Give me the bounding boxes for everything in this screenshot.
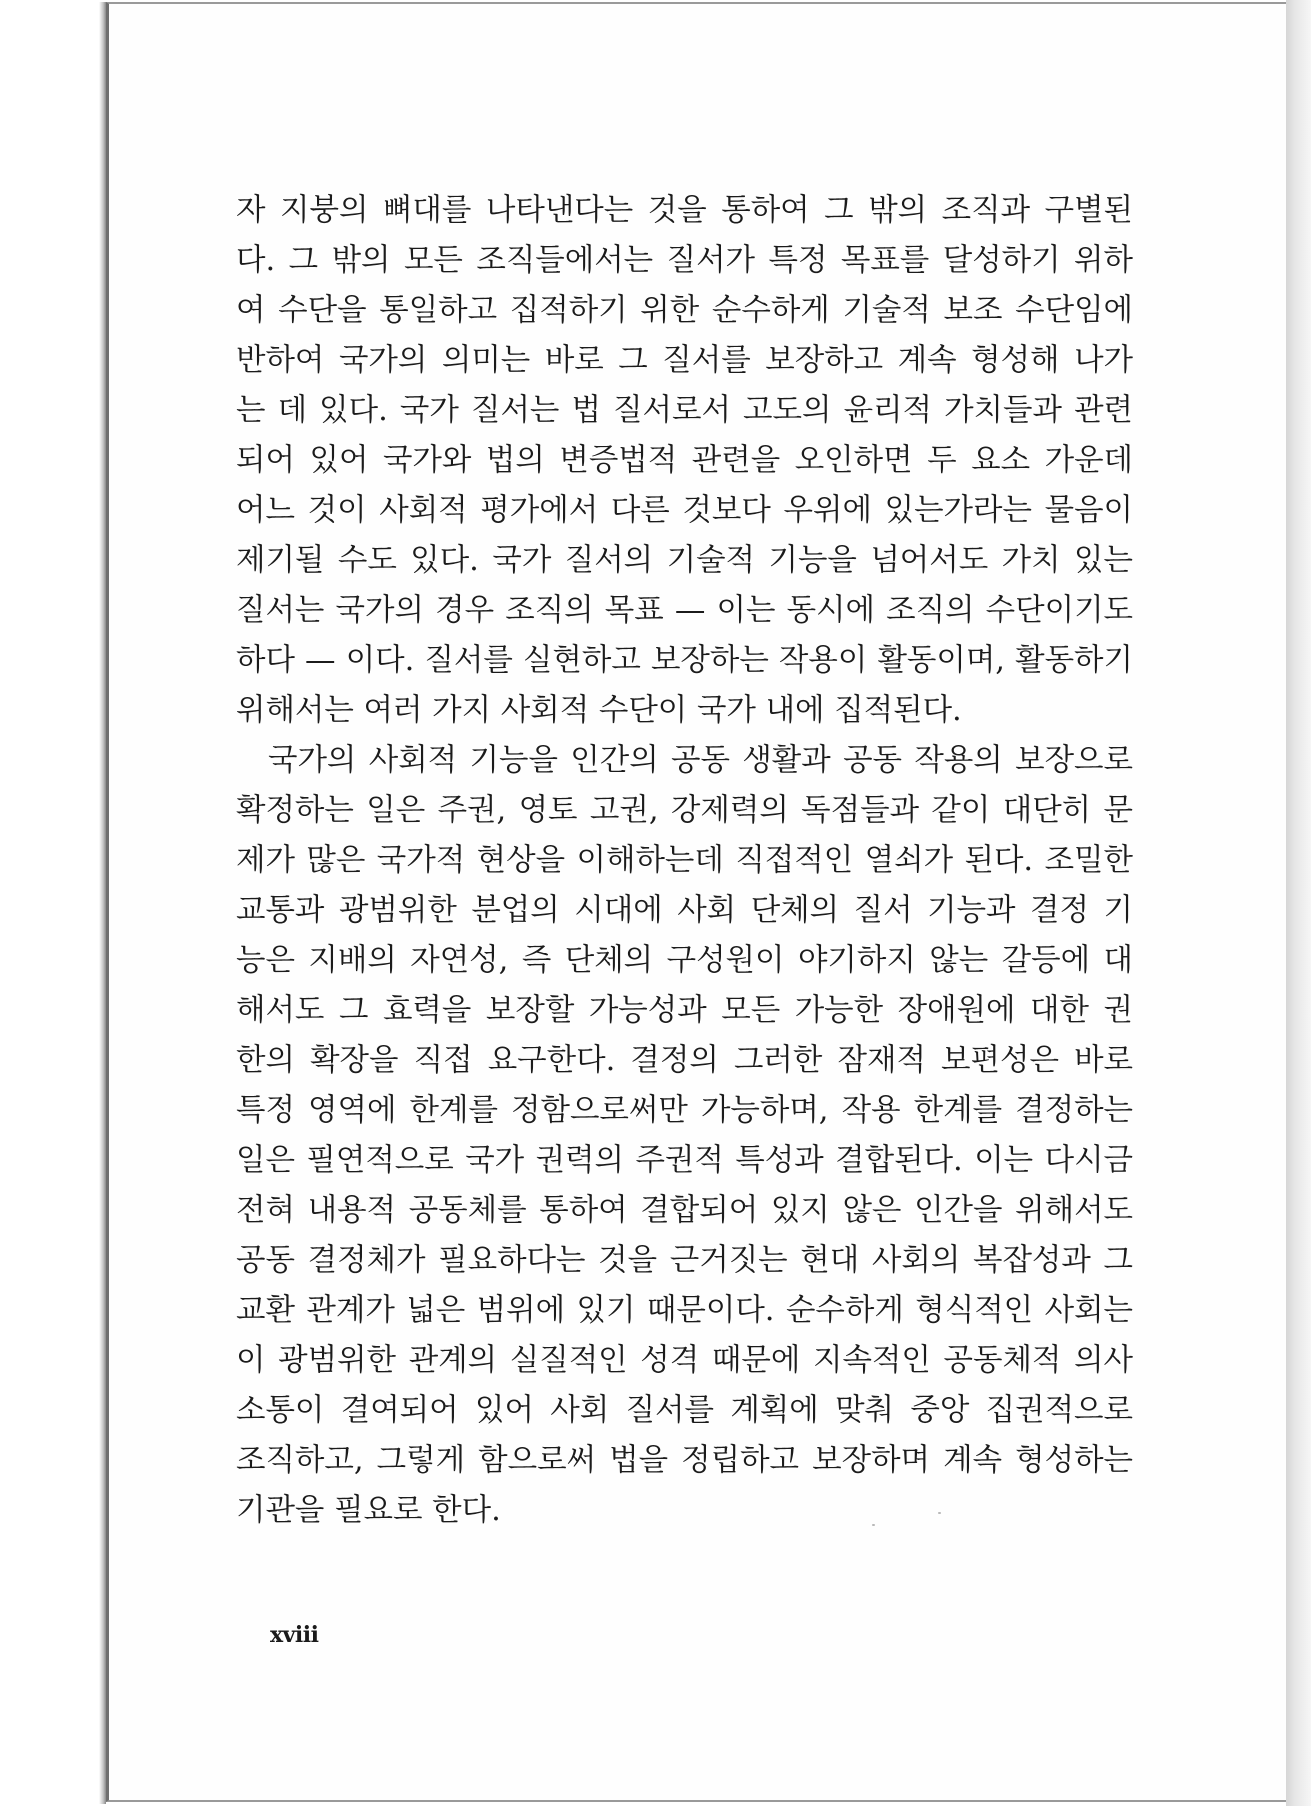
- text-line: 특정 영역에 한계를 정함으로써만 가능하며, 작용 한계를 결정하는: [236, 1093, 1133, 1128]
- page-body-text: [236, 186, 1133, 1536]
- scan-speck: [938, 1512, 941, 1514]
- scan-speck: [872, 1524, 875, 1526]
- text-line: 능은 지배의 자연성, 즉 단체의 구성원이 야기하지 않는 갈등에 대: [236, 943, 1133, 978]
- text-line: 여 수단을 통일하고 집적하기 위한 순수하게 기술적 보조 수단임에: [236, 293, 1133, 328]
- viewer-margin: [0, 0, 104, 1806]
- paragraph-2: [236, 736, 1133, 1536]
- text-line: 공동 결정체가 필요하다는 것을 근거짓는 현대 사회의 복잡성과 그: [236, 1243, 1133, 1278]
- paragraph-1: [236, 186, 1133, 736]
- text-line: 기관을 필요로 한다.: [236, 1493, 501, 1528]
- text-line: 자 지붕의 뼈대를 나타낸다는 것을 통하여 그 밖의 조직과 구별된: [236, 193, 1133, 228]
- text-line: 하다 — 이다. 질서를 실현하고 보장하는 작용이 활동이며, 활동하기: [236, 643, 1133, 678]
- text-line: 일은 필연적으로 국가 권력의 주권적 특성과 결합된다. 이는 다시금: [236, 1143, 1133, 1178]
- text-line: 질서는 국가의 경우 조직의 목표 — 이는 동시에 조직의 수단이기도: [236, 593, 1133, 628]
- text-line: 되어 있어 국가와 법의 변증법적 관련을 오인하면 두 요소 가운데: [236, 443, 1133, 478]
- text-line: 교통과 광범위한 분업의 시대에 사회 단체의 질서 기능과 결정 기: [236, 893, 1133, 928]
- text-line: 한의 확장을 직접 요구한다. 결정의 그러한 잠재적 보편성은 바로: [236, 1043, 1133, 1078]
- page-number: xviii: [270, 1622, 319, 1648]
- text-line: 제기될 수도 있다. 국가 질서의 기술적 기능을 넘어서도 가치 있는: [236, 543, 1133, 578]
- page-binding-edge: [99, 2, 106, 1804]
- text-line: 어느 것이 사회적 평가에서 다른 것보다 우위에 있는가라는 물음이: [236, 493, 1133, 528]
- text-line: 는 데 있다. 국가 질서는 법 질서로서 고도의 윤리적 가치들과 관련: [236, 393, 1133, 428]
- text-line: 전혀 내용적 공동체를 통하여 결합되어 있지 않은 인간을 위해서도: [236, 1193, 1133, 1228]
- text-line: 해서도 그 효력을 보장할 가능성과 모든 가능한 장애원에 대한 권: [236, 993, 1133, 1028]
- page-shadow: [1286, 0, 1311, 1806]
- text-line: 확정하는 일은 주권, 영토 고권, 강제력의 독점들과 같이 대단히 문: [236, 793, 1133, 828]
- text-line: 교환 관계가 넓은 범위에 있기 때문이다. 순수하게 형식적인 사회는: [236, 1293, 1133, 1328]
- text-line: 반하여 국가의 의미는 바로 그 질서를 보장하고 계속 형성해 나가: [236, 343, 1133, 378]
- text-line: 제가 많은 국가적 현상을 이해하는데 직접적인 열쇠가 된다. 조밀한: [236, 843, 1133, 878]
- text-line: 소통이 결여되어 있어 사회 질서를 계획에 맞춰 중앙 집권적으로: [236, 1393, 1133, 1428]
- text-line: 다. 그 밖의 모든 조직들에서는 질서가 특정 목표를 달성하기 위하: [236, 243, 1133, 278]
- text-line: 국가의 사회적 기능을 인간의 공동 생활과 공동 작용의 보장으로: [268, 743, 1133, 778]
- text-line: 이 광범위한 관계의 실질적인 성격 때문에 지속적인 공동체적 의사: [236, 1343, 1133, 1378]
- text-line: 위해서는 여러 가지 사회적 수단이 국가 내에 집적된다.: [236, 693, 962, 728]
- text-line: 조직하고, 그렇게 함으로써 법을 정립하고 보장하며 계속 형성하는: [236, 1443, 1133, 1478]
